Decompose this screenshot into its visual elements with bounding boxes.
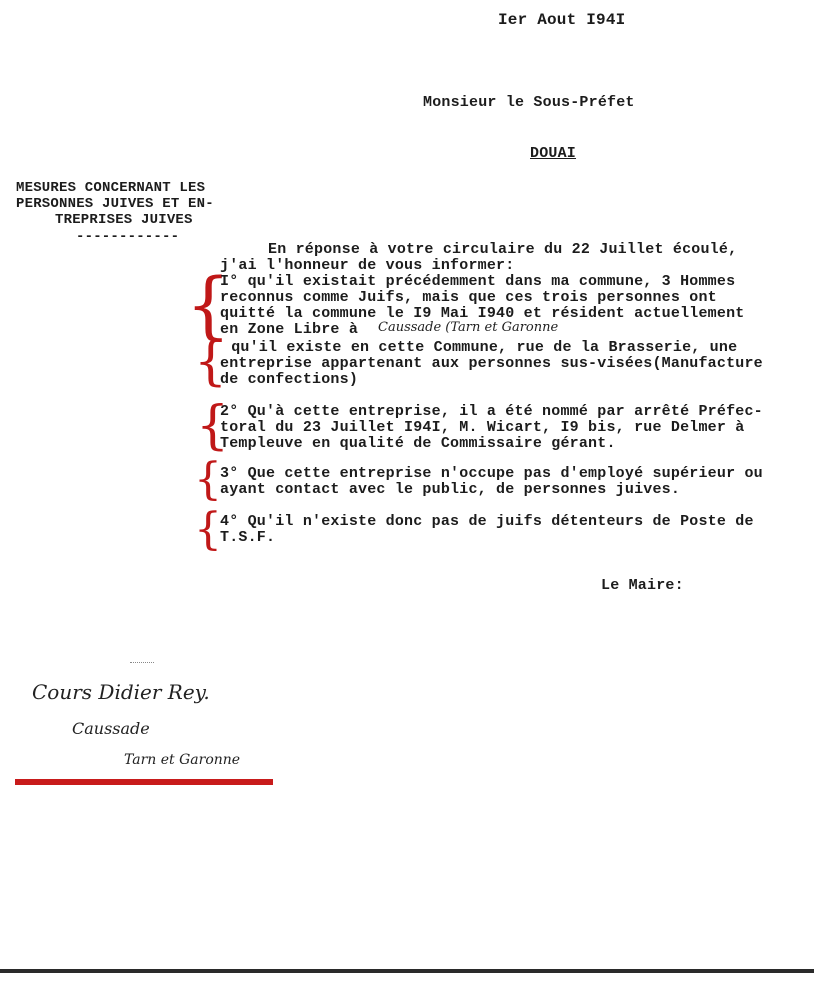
subject-line-2: PERSONNES JUIVES ET EN- [16, 196, 214, 212]
subject-line-3: TREPRISES JUIVES [55, 212, 193, 228]
handwritten-note-line-1: Cours Didier Rey. [32, 680, 210, 704]
intro-line-1: En réponse à votre circulaire du 22 Juillet écoulé, [268, 241, 738, 258]
point-1-line-1: I° qu'il existait précédemment dans ma commune, 3 Hommes [220, 273, 736, 290]
brace-annotation: { [194, 454, 222, 505]
recipient-line: Monsieur le Sous-Préfet [423, 94, 635, 111]
red-underline-mark [15, 779, 273, 785]
signature-label: Le Maire: [601, 577, 684, 594]
brace-annotation: { [186, 261, 231, 349]
intro-line-2: j'ai l'honneur de vous informer: [220, 257, 515, 274]
handwritten-insert: Caussade (Tarn et Garonne [378, 320, 559, 335]
brace-annotation: { [194, 332, 228, 392]
point-3-line-1: 3° Que cette entreprise n'occupe pas d'employé supérieur ou [220, 465, 763, 482]
subject-rule: ------------ [76, 229, 180, 245]
brace-annotation: { [196, 396, 230, 456]
point-1b-line-2: entreprise appartenant aux personnes sus-visées(Manufacture [220, 355, 763, 372]
point-1b-line-3: de confections) [220, 371, 359, 388]
point-2-line-1: 2° Qu'à cette entreprise, il a été nommé par arrêté Préfec- [220, 403, 763, 420]
separator-dots [130, 662, 154, 664]
point-4-line-2: T.S.F. [220, 529, 276, 546]
point-4-line-1: 4° Qu'il n'existe donc pas de juifs détenteurs de Poste de [220, 513, 754, 530]
handwritten-note-line-3: Tarn et Garonne [124, 752, 241, 768]
point-3-line-2: ayant contact avec le public, de personnes juives. [220, 481, 681, 498]
point-1-line-3: quitté la commune le I9 Mai I940 et résident actuellement [220, 305, 745, 322]
point-2-line-2: toral du 23 Juillet I94I, M. Wicart, I9 bis, rue Delmer à [220, 419, 745, 436]
point-1-line-2: reconnus comme Juifs, mais que ces trois personnes ont [220, 289, 717, 306]
recipient-city: DOUAI [530, 145, 577, 162]
handwritten-note-line-2: Caussade [72, 719, 150, 738]
letter-date: Ier Aout I94I [498, 11, 626, 29]
point-1-line-4: en Zone Libre à [220, 321, 359, 338]
point-2-line-3: Templeuve en qualité de Commissaire gérant. [220, 435, 616, 452]
scan-edge-border [0, 969, 814, 973]
subject-line-1: MESURES CONCERNANT LES [16, 180, 206, 196]
brace-annotation: { [194, 504, 222, 555]
point-1b-line-1: qu'il existe en cette Commune, rue de la Brasserie, une [222, 339, 738, 356]
